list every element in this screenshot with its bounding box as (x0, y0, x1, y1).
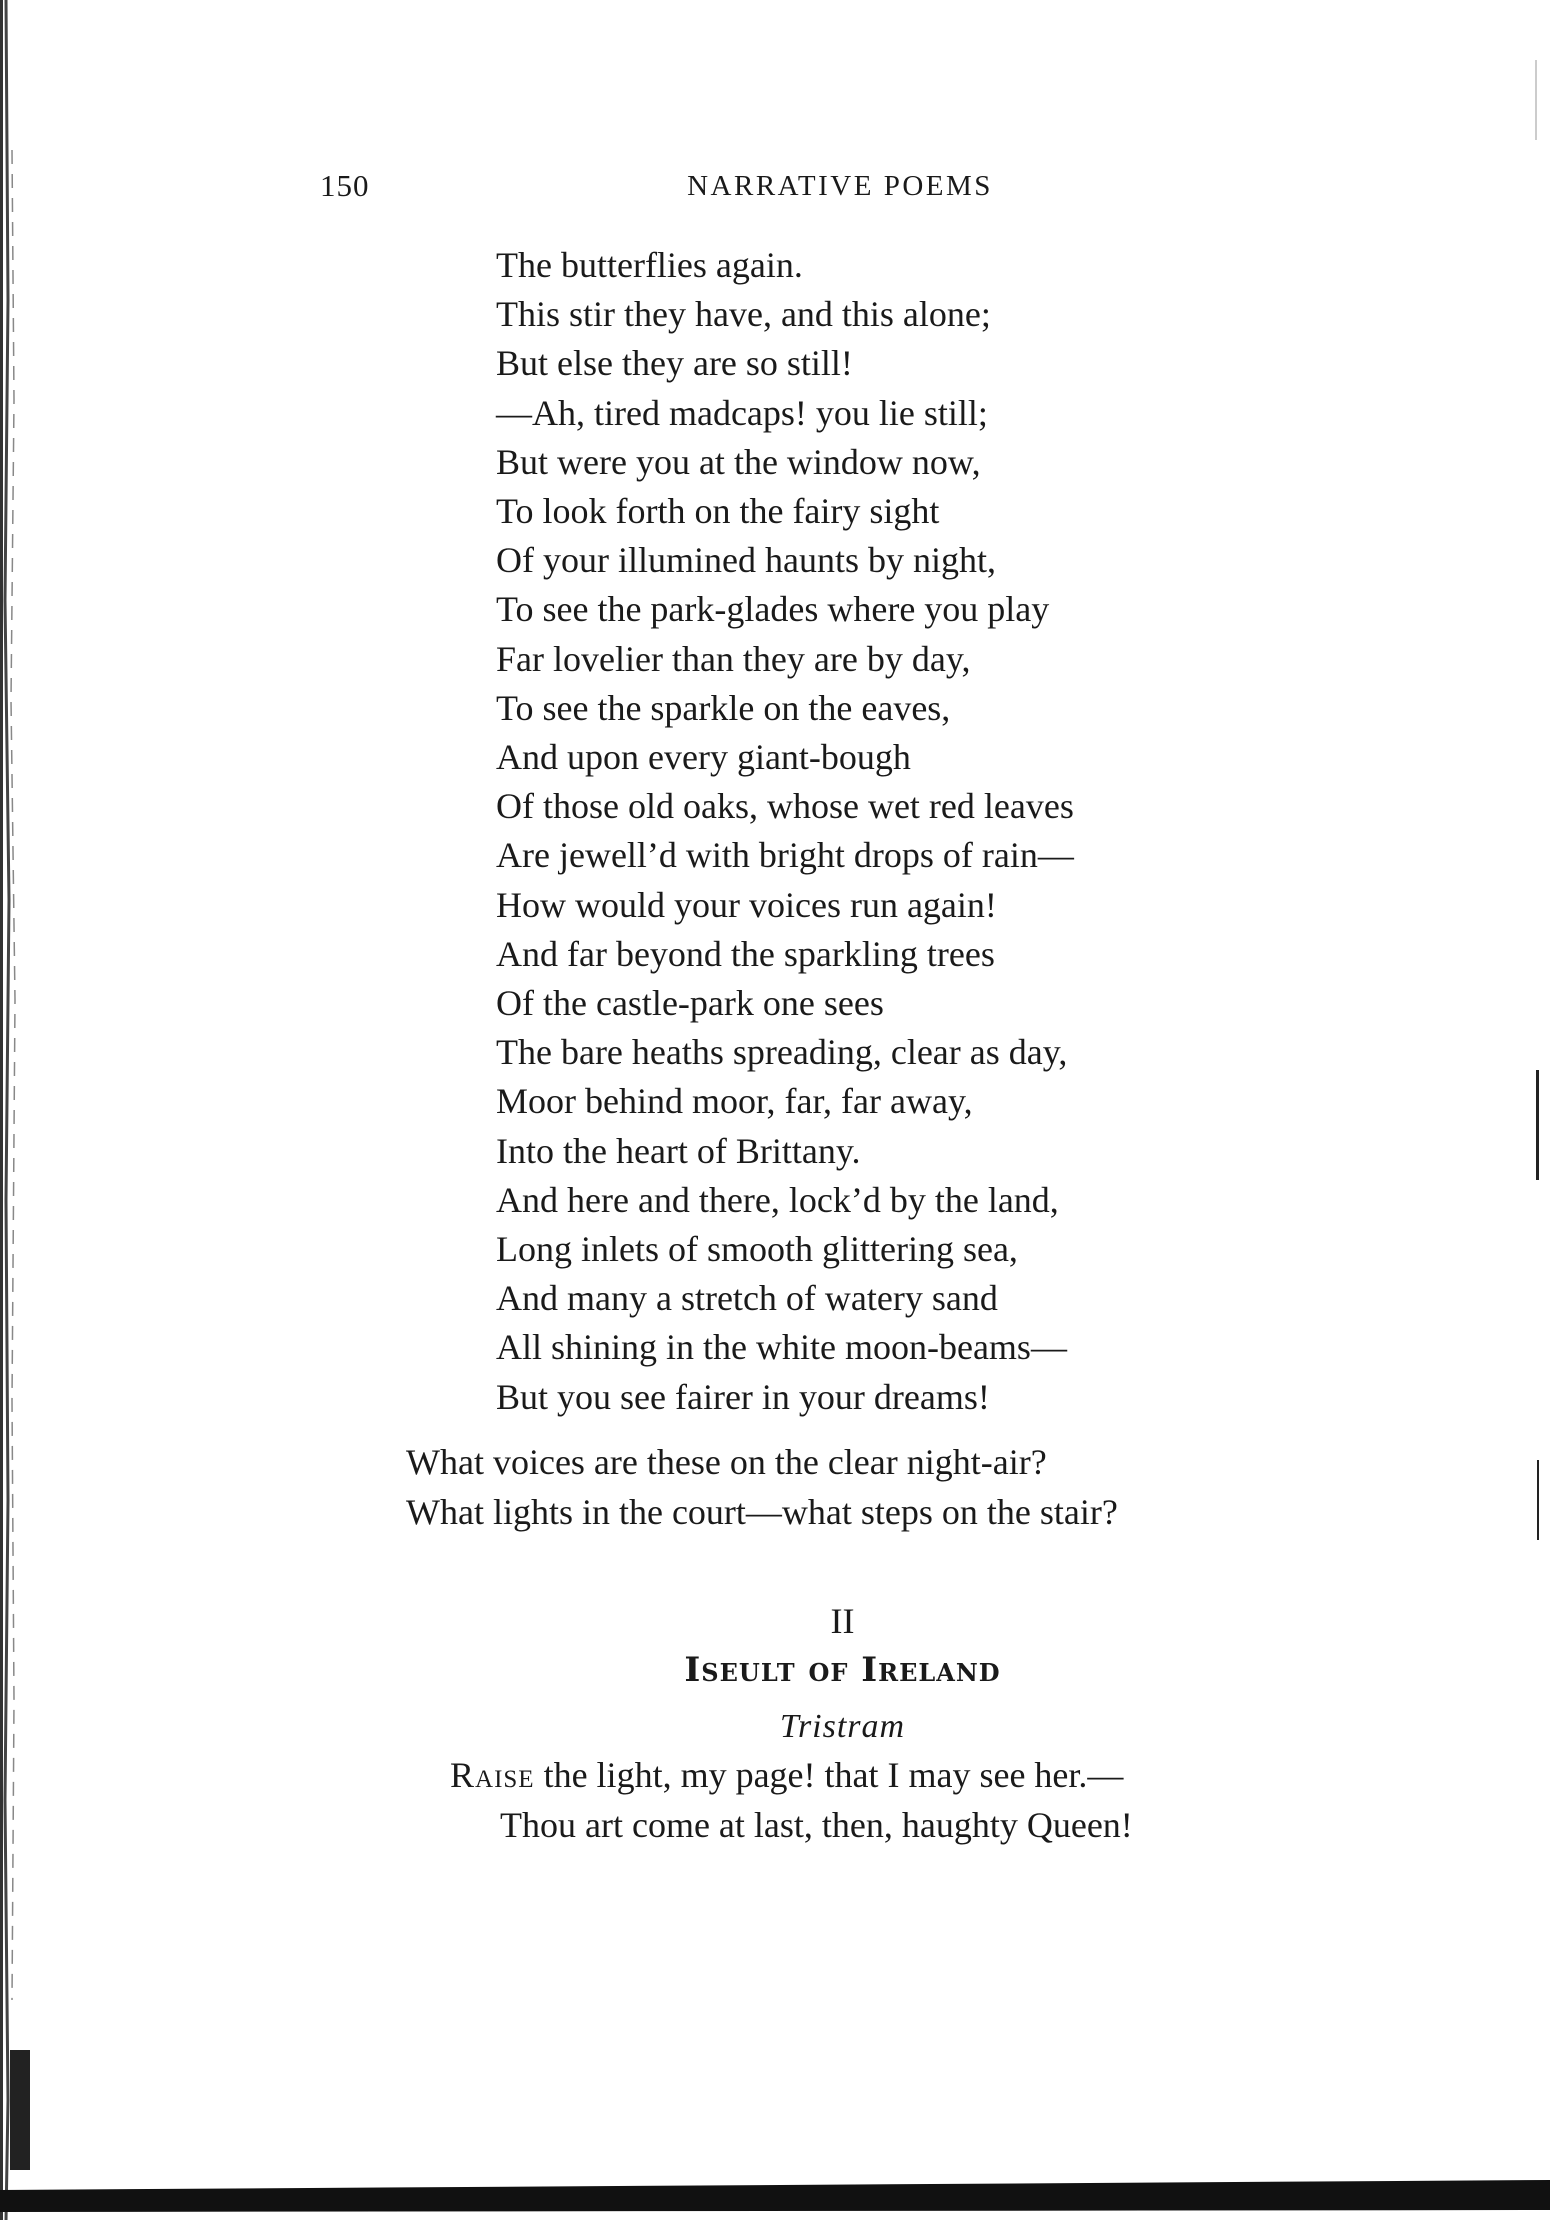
poem-line: Far lovelier than they are by day, (496, 638, 971, 679)
poem-line: All shining in the white moon-beams— (496, 1327, 1067, 1368)
poem-line: The butterflies again. (496, 245, 803, 285)
poem-line: Long inlets of smooth glittering sea, (496, 1229, 1018, 1270)
poem-line: This stir they have, and this alone; (496, 294, 991, 335)
poem-line: Thou art come at last, then, haughty Queen! (500, 1805, 1133, 1845)
page-binding-edge (0, 0, 60, 2220)
poem-line: Of your illumined haunts by night, (496, 540, 996, 581)
poem-line: And many a stretch of watery sand (496, 1278, 998, 1319)
poem-line: What lights in the court—what steps on the stair? (406, 1492, 1118, 1532)
poem-line: To see the park-glades where you play (496, 589, 1050, 630)
running-head (320, 168, 1360, 208)
speaker-name: Tristram (779, 1708, 906, 1745)
poem-line: Into the heart of Brittany. (496, 1130, 861, 1171)
stanza-3 (450, 1750, 1133, 1850)
drop-word: Raise (450, 1755, 535, 1795)
poem-line: —Ah, tired madcaps! you lie still; (496, 392, 988, 433)
poem-line: What voices are these on the clear night-air? (406, 1442, 1047, 1482)
poem-line: Of the castle-park one sees (496, 983, 884, 1024)
poem-line: Are jewell’d with bright drops of rain— (496, 835, 1074, 876)
poem-line: Of those old oaks, whose wet red leaves (496, 786, 1074, 827)
stanza-2 (406, 1437, 1118, 1537)
poem-line: And here and there, lock’d by the land, (496, 1179, 1059, 1220)
page-number: 150 (320, 168, 370, 203)
poem-line: The bare heaths spreading, clear as day, (496, 1032, 1068, 1073)
scan-mark-2 (1536, 1070, 1539, 1180)
poem-line: Moor behind moor, far, far away, (496, 1081, 973, 1122)
section-numeral: II (830, 1601, 855, 1641)
page-bottom-edge (0, 2170, 1550, 2220)
section-title: Iseult of Ireland (684, 1650, 1001, 1690)
poem-line: And upon every giant-bough (496, 737, 911, 778)
poem-line: But else they are so still! (496, 343, 853, 384)
header-title: NARRATIVE POEMS (687, 170, 993, 202)
scan-mark-3 (1537, 1460, 1539, 1540)
stanza-1 (496, 241, 1074, 1422)
poem-line: To see the sparkle on the eaves, (496, 687, 951, 728)
scan-mark-1 (1535, 60, 1537, 140)
poem-line: But you see fairer in your dreams! (496, 1376, 990, 1417)
poem-line: But were you at the window now, (496, 441, 981, 482)
poem-line: To look forth on the fairy sight (496, 491, 940, 532)
poem-line (450, 1750, 1133, 1800)
poem-line: How would your voices run again! (496, 884, 997, 925)
poem-line: And far beyond the sparkling trees (496, 933, 995, 974)
line-text: the light, my page! that I may see her.— (534, 1755, 1124, 1795)
